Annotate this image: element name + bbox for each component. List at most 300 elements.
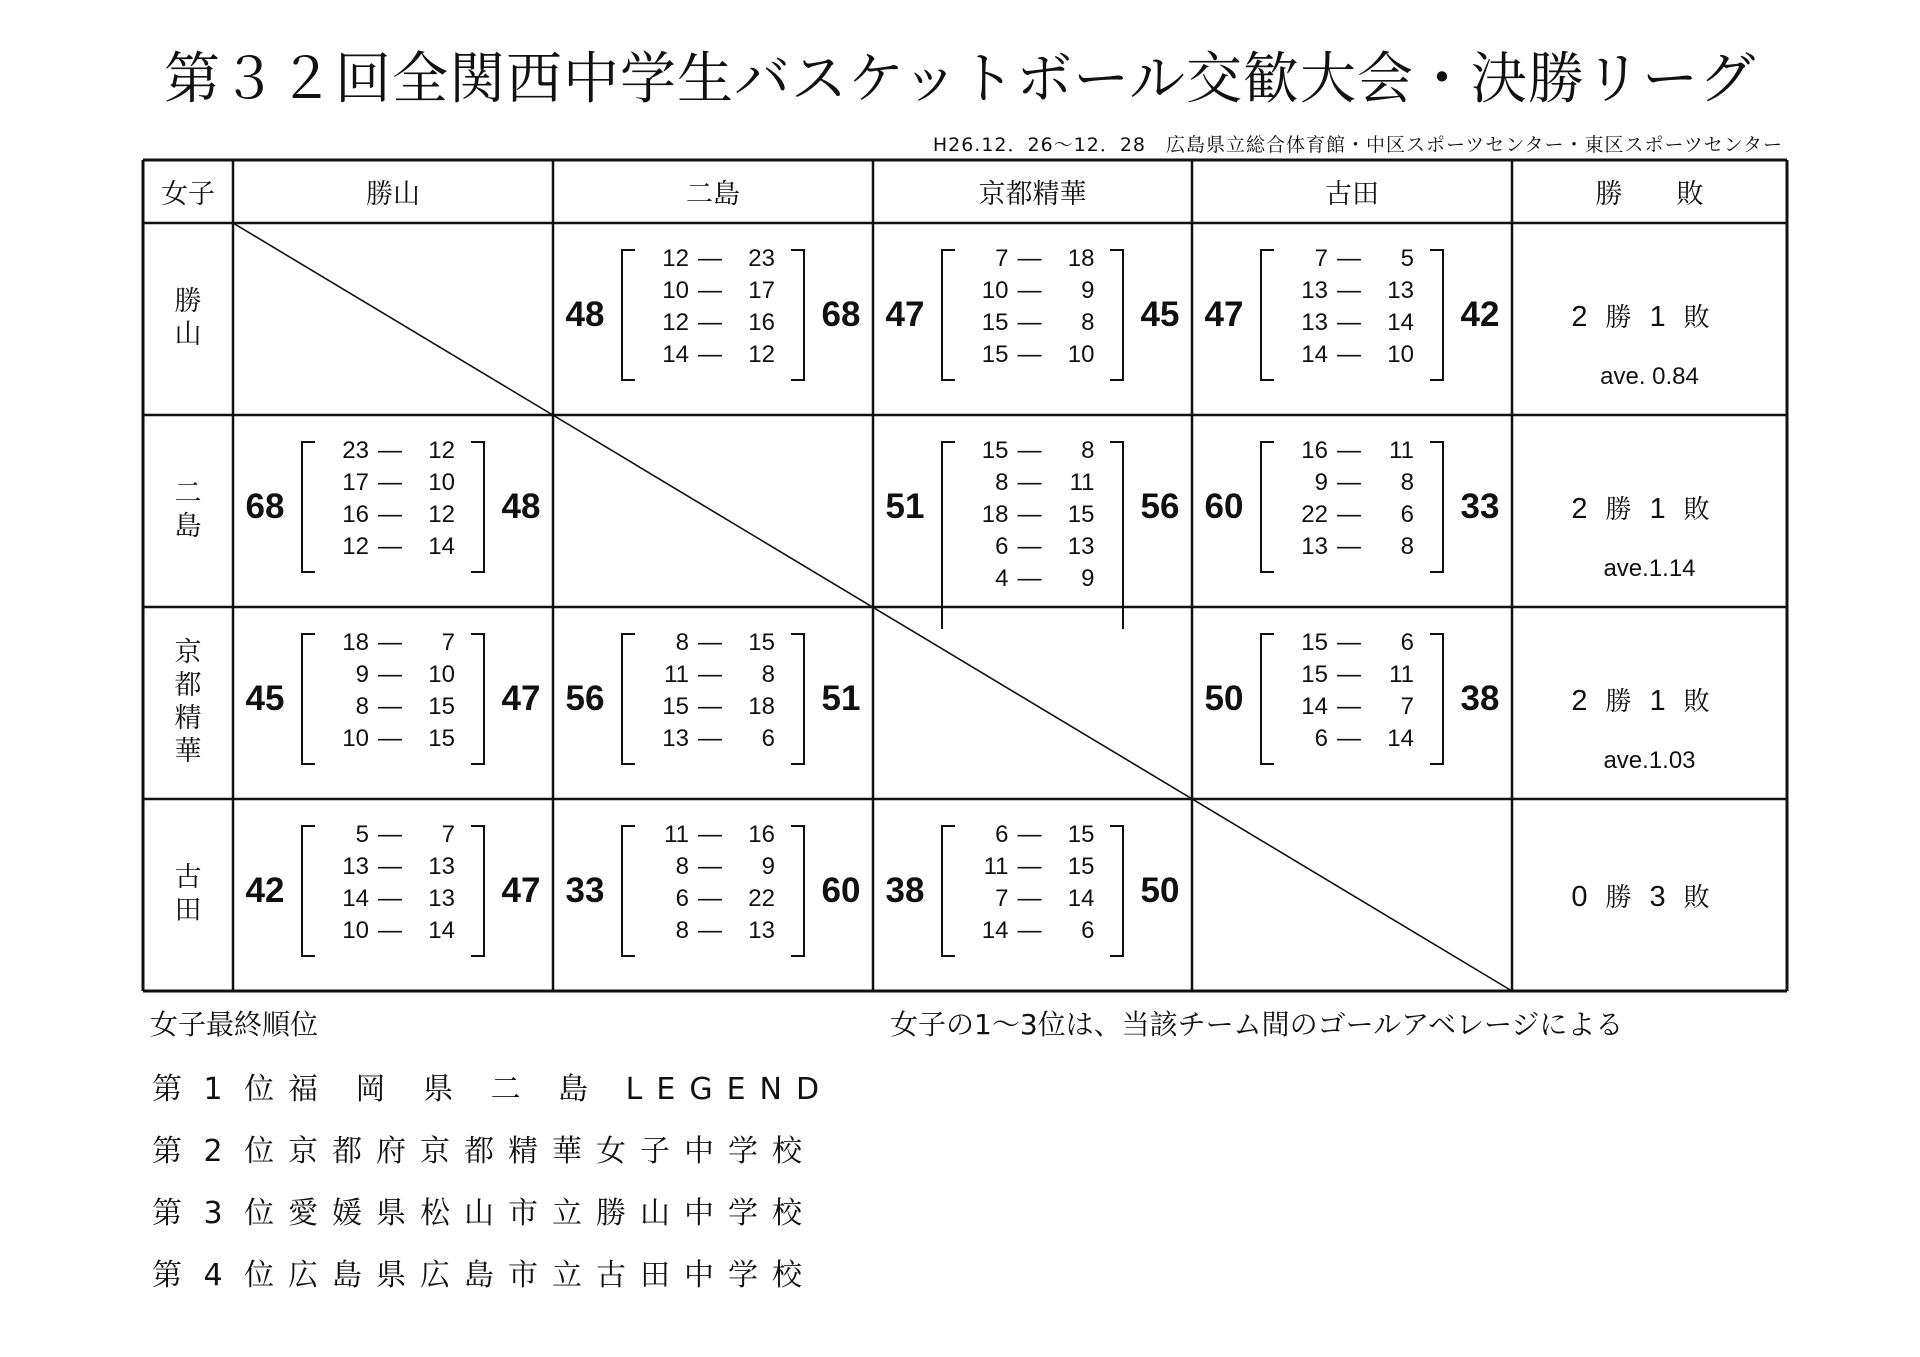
quarter-score-right: 14 [1387,725,1414,752]
score-dash: — [378,725,402,752]
standing-place: 第 2 位 [152,1134,281,1169]
quarter-score-line [1284,693,1414,721]
quarter-score-left: 15 [1301,661,1328,688]
quarter-score-line [965,309,1095,337]
quarter-score-left: 15 [981,309,1009,336]
quarter-score-left: 7 [1314,245,1328,272]
loss-label: 敗 [1683,883,1710,913]
match-total-left: 48 [565,295,605,334]
quarter-score-left: 13 [1301,533,1328,560]
score-dash: — [698,693,722,720]
quarter-score-right: 10 [1387,341,1414,368]
quarter-score-line [645,821,775,849]
match-total-left: 56 [565,679,605,718]
tiebreak-note: 女子の1〜3位は、当該チーム間のゴールアベレージによる [890,1008,1624,1041]
column-header-team: 二島 [686,179,740,210]
win-loss-record [1512,489,1787,526]
quarter-score-line [965,469,1095,497]
row-header-team [143,799,233,991]
standing-row [152,1188,816,1232]
quarter-score-line [1284,277,1414,305]
quarter-score-right: 11 [1069,469,1095,496]
quarter-score-right: 5 [1400,245,1414,272]
quarter-score-left: 14 [662,341,689,368]
quarter-score-left: 15 [981,437,1009,464]
score-dash: — [1017,437,1042,464]
quarter-score-right: 15 [428,693,455,720]
quarter-score-right: 6 [1400,629,1414,656]
quarter-score-right: 14 [428,917,455,944]
quarter-score-right: 11 [1389,437,1414,464]
column-header-team: 古田 [1325,179,1379,210]
quarter-score-line [645,309,775,337]
row-header-char: 島 [174,511,202,542]
quarter-score-line [645,245,775,273]
quarter-score-right: 8 [1400,469,1414,496]
bracket-left [1260,249,1274,381]
quarter-score-left: 14 [1301,341,1328,368]
quarter-score-line [645,885,775,913]
quarter-score-left: 6 [995,821,1009,848]
score-dash: — [378,917,402,944]
quarter-score-line [965,917,1095,945]
win-label: 勝 [1605,303,1632,333]
row-header-char: 華 [174,735,202,767]
quarter-score-right: 7 [1400,693,1414,720]
win-loss-record [1512,297,1787,334]
match-total-left: 33 [565,871,605,910]
bracket-right [791,249,805,381]
quarter-score-line [965,533,1095,561]
quarter-score-right: 6 [761,725,775,752]
quarter-score-line [1284,629,1414,657]
quarter-score-left: 10 [981,277,1009,304]
bracket-left [621,249,635,381]
row-header-char: 都 [174,670,202,702]
quarter-score-right: 15 [1067,501,1095,528]
quarter-score-left: 8 [675,629,689,656]
quarter-score-right: 17 [748,277,775,304]
quarter-score-right: 15 [748,629,775,656]
score-dash: — [378,501,402,528]
bracket-right [471,825,485,957]
quarter-score-right: 14 [1387,309,1414,336]
win-count: 2 [1571,685,1588,717]
row-header-team [143,415,233,607]
match-total-left: 42 [245,871,285,910]
score-dash: — [1017,565,1042,592]
standing-row [152,1126,816,1170]
quarter-score-right: 8 [1400,533,1414,560]
quarter-score-line [965,277,1095,305]
bracket-left [621,633,635,765]
quarter-score-right: 13 [1387,277,1414,304]
quarter-score-right: 22 [748,885,775,912]
standing-place: 第 1 位 [152,1072,281,1107]
win-label: 勝 [1605,495,1632,525]
quarter-score-left: 8 [675,853,689,880]
quarter-score-right: 10 [428,661,455,688]
final-standings-heading: 女子最終順位 [150,1008,319,1041]
quarter-score-right: 8 [761,661,775,688]
quarter-score-line [1284,725,1414,753]
win-loss-record [1512,877,1787,914]
score-dash: — [698,853,722,880]
bracket-right [1110,249,1124,381]
quarter-score-right: 18 [1067,245,1095,272]
match-total-left: 38 [885,871,925,910]
match-total-right: 48 [501,487,541,526]
quarter-score-right: 12 [748,341,775,368]
score-dash: — [1337,725,1361,752]
score-dash: — [1017,341,1042,368]
quarter-score-right: 12 [428,501,455,528]
quarter-score-right: 10 [1067,341,1095,368]
quarter-score-line [325,885,455,913]
quarter-score-line [965,565,1095,593]
standing-team: 福 岡 県 二 島 LEGEND [288,1072,834,1107]
quarter-score-line [645,277,775,305]
bracket-left [301,825,315,957]
bracket-right [791,825,805,957]
score-dash: — [698,661,722,688]
quarter-score-right: 16 [748,309,775,336]
score-dash: — [1337,533,1361,560]
quarter-score-right: 16 [748,821,775,848]
loss-label: 敗 [1683,687,1710,717]
event-dates-venues: H26.12．26〜12．28 広島県立総合体育館・中区スポーツセンター・東区スポーツセンター [932,134,1783,156]
row-header-char: 勝 [174,286,202,318]
bracket-left [941,441,955,629]
quarter-score-right: 12 [428,437,455,464]
bracket-right [471,633,485,765]
quarter-score-left: 14 [981,917,1009,944]
match-total-right: 56 [1140,487,1180,526]
bracket-left [621,825,635,957]
quarter-score-right: 13 [1067,533,1095,560]
quarter-score-right: 18 [748,693,775,720]
quarter-score-left: 14 [342,885,369,912]
quarter-score-left: 16 [1301,437,1328,464]
quarter-score-left: 8 [995,469,1009,496]
win-count: 2 [1571,301,1588,333]
quarter-score-left: 6 [675,885,689,912]
quarter-score-line [645,693,775,721]
quarter-score-line [965,341,1095,369]
bracket-left [1260,441,1274,573]
quarter-score-line [965,245,1095,273]
win-count: 2 [1571,493,1588,525]
page-title: 第３２回全関西中学生バスケットボール交歓大会・決勝リーグ [163,47,1757,112]
quarter-score-line [645,725,775,753]
quarter-score-line [325,437,455,465]
quarter-score-line [1284,245,1414,273]
score-dash: — [1337,309,1361,336]
standing-team: 京都府京都精華女子中学校 [288,1134,816,1169]
quarter-score-right: 6 [1400,501,1414,528]
score-dash: — [698,277,722,304]
goal-average: ave.1.03 [1603,747,1696,774]
quarter-score-line [1284,501,1414,529]
quarter-score-left: 5 [355,821,369,848]
score-dash: — [698,309,722,336]
score-dash: — [1017,469,1042,496]
row-header-team [143,607,233,799]
quarter-score-left: 11 [983,853,1009,880]
match-total-left: 45 [245,679,285,718]
score-dash: — [1337,501,1361,528]
bracket-left [941,825,955,957]
score-dash: — [1337,245,1361,272]
standing-place: 第 3 位 [152,1196,281,1231]
quarter-score-left: 6 [1314,725,1328,752]
bracket-left [301,633,315,765]
score-dash: — [1337,437,1361,464]
match-total-right: 68 [821,295,861,334]
quarter-score-left: 9 [1314,469,1328,496]
column-header-record: 勝 敗 [1595,179,1704,210]
quarter-score-right: 9 [761,853,775,880]
score-dash: — [1017,853,1042,880]
score-dash: — [1017,533,1042,560]
score-dash: — [378,661,402,688]
quarter-score-line [325,661,455,689]
bracket-right [1430,249,1444,381]
match-total-right: 42 [1460,295,1500,334]
score-dash: — [1017,885,1042,912]
quarter-score-line [645,661,775,689]
quarter-score-left: 14 [1301,693,1328,720]
win-label: 勝 [1605,883,1632,913]
quarter-score-right: 23 [748,245,775,272]
match-total-right: 50 [1140,871,1180,910]
bracket-right [791,633,805,765]
match-total-left: 60 [1204,487,1244,526]
column-header-team: 京都精華 [978,179,1087,210]
row-header-char: 田 [174,895,202,926]
quarter-score-right: 14 [428,533,455,560]
quarter-score-left: 18 [342,629,369,656]
quarter-score-right: 15 [1067,853,1095,880]
score-dash: — [378,693,402,720]
score-dash: — [698,917,722,944]
goal-average: ave. 0.84 [1600,363,1699,390]
quarter-score-right: 9 [1081,565,1095,592]
quarter-score-line [645,629,775,657]
quarter-score-left: 11 [664,661,689,688]
row-header-char: 古 [174,862,202,894]
quarter-score-right: 13 [428,885,455,912]
score-dash: — [698,821,722,848]
row-header-team [143,223,233,415]
quarter-score-left: 6 [995,533,1009,560]
score-dash: — [698,885,722,912]
quarter-score-line [965,501,1095,529]
quarter-score-line [645,341,775,369]
score-dash: — [1017,309,1042,336]
quarter-score-left: 7 [995,245,1009,272]
quarter-score-right: 13 [428,853,455,880]
quarter-score-right: 15 [428,725,455,752]
score-dash: — [698,725,722,752]
quarter-score-line [325,917,455,945]
loss-label: 敗 [1683,303,1710,333]
quarter-score-left: 12 [662,245,689,272]
quarter-score-left: 16 [342,501,369,528]
quarter-score-left: 9 [355,661,369,688]
win-count: 0 [1571,881,1588,913]
score-dash: — [1337,693,1361,720]
quarter-score-left: 10 [342,725,369,752]
row-header-char: 精 [174,703,202,734]
score-dash: — [1337,341,1361,368]
quarter-score-line [1284,469,1414,497]
quarter-score-right: 11 [1389,661,1414,688]
quarter-score-left: 8 [675,917,689,944]
match-total-right: 45 [1140,295,1180,334]
bracket-left [301,441,315,573]
score-dash: — [1337,469,1361,496]
quarter-score-line [965,821,1095,849]
row-header-char: 山 [174,319,202,350]
win-label: 勝 [1605,687,1632,717]
quarter-score-left: 18 [981,501,1009,528]
match-total-right: 38 [1460,679,1500,718]
match-total-left: 68 [245,487,285,526]
quarter-score-line [325,629,455,657]
quarter-score-left: 23 [342,437,369,464]
score-dash: — [1337,629,1361,656]
quarter-score-left: 7 [995,885,1009,912]
quarter-score-left: 8 [355,693,369,720]
standing-row [152,1250,816,1294]
quarter-score-left: 11 [664,821,689,848]
bracket-right [1110,825,1124,957]
quarter-score-line [1284,341,1414,369]
bracket-left [1260,633,1274,765]
quarter-score-right: 7 [441,821,455,848]
match-total-right: 51 [821,679,861,718]
quarter-score-left: 13 [1301,309,1328,336]
quarter-score-right: 7 [441,629,455,656]
quarter-score-left: 10 [662,277,689,304]
quarter-score-right: 10 [428,469,455,496]
quarter-score-line [325,533,455,561]
quarter-score-left: 22 [1301,501,1328,528]
score-dash: — [1017,277,1042,304]
quarter-score-line [965,853,1095,881]
score-dash: — [1337,661,1361,688]
score-dash: — [378,469,402,496]
score-dash: — [378,885,402,912]
quarter-score-left: 4 [995,565,1009,592]
standing-place: 第 4 位 [152,1258,281,1293]
score-dash: — [1017,917,1042,944]
quarter-score-right: 8 [1081,437,1095,464]
score-dash: — [698,341,722,368]
loss-count: 1 [1649,301,1666,333]
corner-label: 女子 [161,179,215,210]
quarter-score-line [645,853,775,881]
quarter-score-line [325,821,455,849]
match-total-left: 51 [885,487,925,526]
win-loss-record [1512,681,1787,718]
quarter-score-line [1284,437,1414,465]
quarter-score-right: 13 [748,917,775,944]
match-total-left: 50 [1204,679,1244,718]
quarter-score-right: 6 [1081,917,1095,944]
bracket-left [941,249,955,381]
quarter-score-left: 12 [342,533,369,560]
match-total-left: 47 [1204,295,1244,334]
quarter-score-line [325,469,455,497]
bracket-right [1430,441,1444,573]
quarter-score-line [645,917,775,945]
loss-count: 1 [1649,685,1666,717]
score-dash: — [698,245,722,272]
quarter-score-left: 13 [662,725,689,752]
match-total-right: 60 [821,871,861,910]
score-dash: — [378,821,402,848]
quarter-score-line [1284,661,1414,689]
quarter-score-right: 15 [1067,821,1095,848]
quarter-score-right: 9 [1081,277,1095,304]
row-header-char: 京 [174,637,202,669]
goal-average: ave.1.14 [1603,555,1696,582]
score-dash: — [1017,245,1042,272]
quarter-score-left: 15 [981,341,1009,368]
match-total-right: 33 [1460,487,1500,526]
quarter-score-left: 15 [1301,629,1328,656]
score-dash: — [378,853,402,880]
bracket-right [471,441,485,573]
score-dash: — [1337,277,1361,304]
score-dash: — [1017,821,1042,848]
quarter-score-right: 14 [1067,885,1095,912]
score-dash: — [1017,501,1042,528]
quarter-score-left: 13 [1301,277,1328,304]
quarter-score-right: 8 [1081,309,1095,336]
quarter-score-line [325,725,455,753]
standing-row [152,1064,833,1108]
column-header-team: 勝山 [366,179,420,210]
quarter-score-line [1284,309,1414,337]
quarter-score-left: 13 [342,853,369,880]
quarter-score-left: 17 [342,469,369,496]
score-dash: — [378,533,402,560]
match-total-right: 47 [501,679,541,718]
quarter-score-left: 12 [662,309,689,336]
score-dash: — [378,437,402,464]
match-total-right: 47 [501,871,541,910]
quarter-score-line [325,693,455,721]
row-header-char: 二 [174,478,202,510]
score-dash: — [698,629,722,656]
loss-count: 3 [1649,881,1666,913]
standing-team: 広島県広島市立古田中学校 [288,1258,816,1293]
quarter-score-line [1284,533,1414,561]
bracket-right [1110,441,1124,629]
quarter-score-line [965,437,1095,465]
quarter-score-left: 15 [662,693,689,720]
match-total-left: 47 [885,295,925,334]
bracket-right [1430,633,1444,765]
loss-label: 敗 [1683,495,1710,525]
quarter-score-line [325,501,455,529]
quarter-score-line [965,885,1095,913]
quarter-score-left: 10 [342,917,369,944]
standing-team: 愛媛県松山市立勝山中学校 [288,1196,816,1231]
